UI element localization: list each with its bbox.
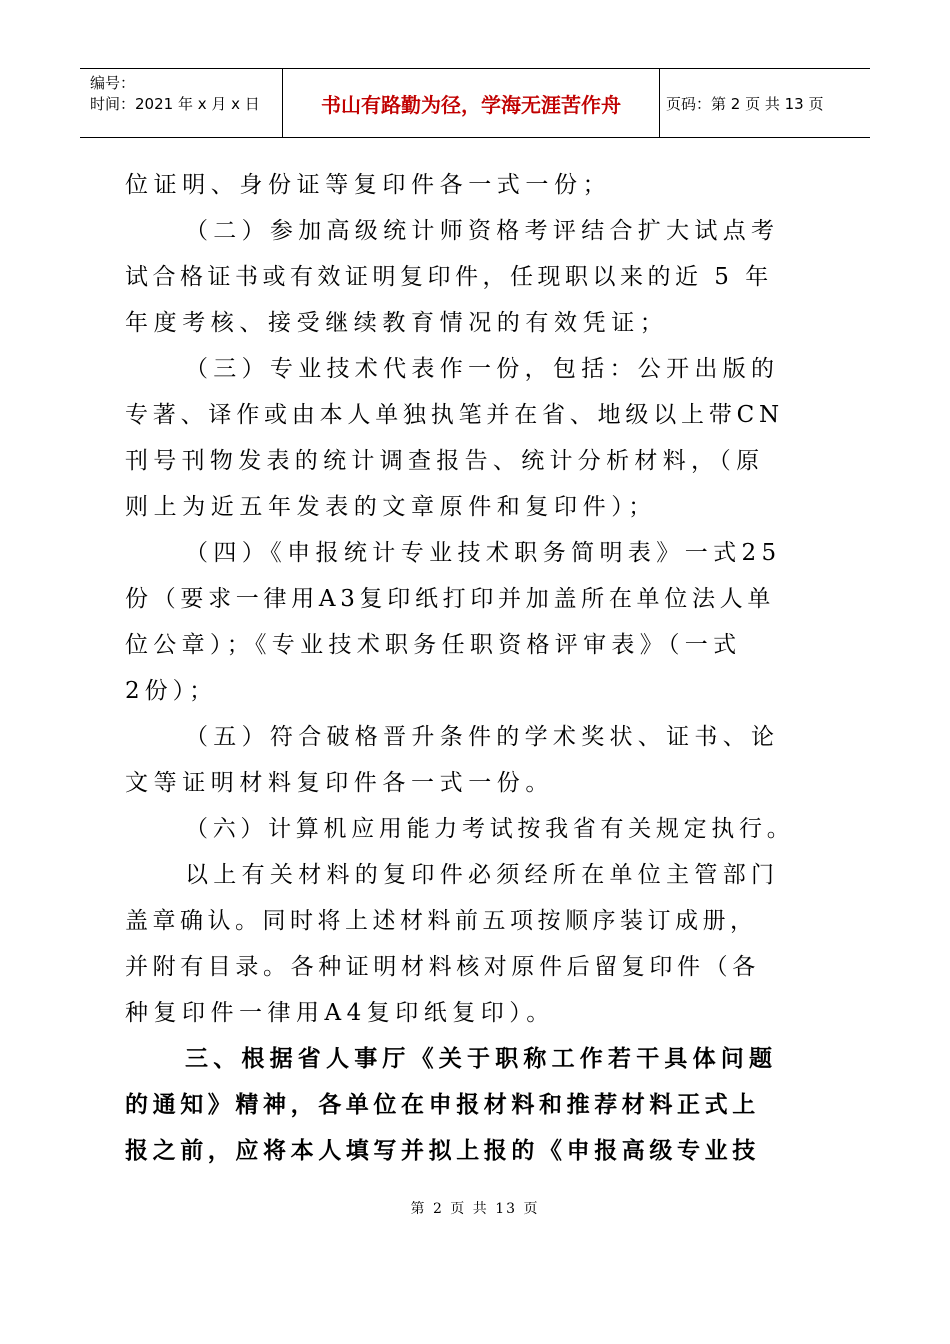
body-line: （二）参加高级统计师资格考评结合扩大试点考 (185, 218, 780, 244)
body-line: 位公章）；《专业技术职务任职资格评审表》（一式 (125, 632, 742, 658)
body-line: 份（要求一律用A3复印纸打印并加盖所在单位法人单 (125, 586, 776, 612)
body-line: 文等证明材料复印件各一式一份。 (125, 770, 554, 796)
body-line: 年度考核、接受继续教育情况的有效凭证； (125, 310, 669, 336)
header-page-number: 页码：第 2 页 共 13 页 (666, 94, 824, 113)
header-meta (80, 69, 282, 137)
body-line: （六）计算机应用能力考试按我省有关规定执行。 (185, 816, 795, 842)
body-line: 刊号刊物发表的统计调查报告、统计分析材料，（原 (125, 448, 765, 474)
document-date: 时间：2021 年 x 月 x 日 (90, 95, 260, 113)
body-line: 以上有关材料的复印件必须经所在单位主管部门 (185, 862, 780, 888)
body-line: （四）《申报统计专业技术职务简明表》一式25 (185, 540, 782, 566)
body-line: 种复印件一律用A4复印纸复印）。 (125, 1000, 555, 1026)
document-number: 编号： (90, 74, 136, 92)
section-heading-line: 报之前，应将本人填写并拟上报的《申报高级专业技 (125, 1138, 760, 1164)
page-footer: 第 2 页 共 13 页 (410, 1201, 540, 1217)
body-line: 专著、译作或由本人单独执笔并在省、地级以上带CN (125, 402, 784, 428)
section-heading-line: 三、根据省人事厅《关于职称工作若干具体问题 (185, 1046, 778, 1072)
header-motto: 书山有路勤为径，学海无涯苦作舟 (282, 69, 660, 137)
body-line: 则上为近五年发表的文章原件和复印件）； (125, 494, 657, 520)
body-line: （五）符合破格晋升条件的学术奖状、证书、论 (185, 724, 780, 750)
page-header (80, 68, 870, 138)
body-line: 试合格证书或有效证明复印件，任现职以来的近 5 年 (125, 264, 773, 290)
body-line: 盖章确认。同时将上述材料前五项按顺序装订成册， (125, 908, 758, 934)
body-line: 并附有目录。各种证明材料核对原件后留复印件（各 (125, 954, 760, 980)
body-line: 位证明、身份证等复印件各一式一份； (125, 172, 612, 198)
section-heading-line: 的通知》精神，各单位在申报材料和推荐材料正式上 (125, 1092, 760, 1118)
body-line: （三）专业技术代表作一份，包括：公开出版的 (185, 356, 780, 382)
body-line: 2份）； (125, 678, 218, 704)
